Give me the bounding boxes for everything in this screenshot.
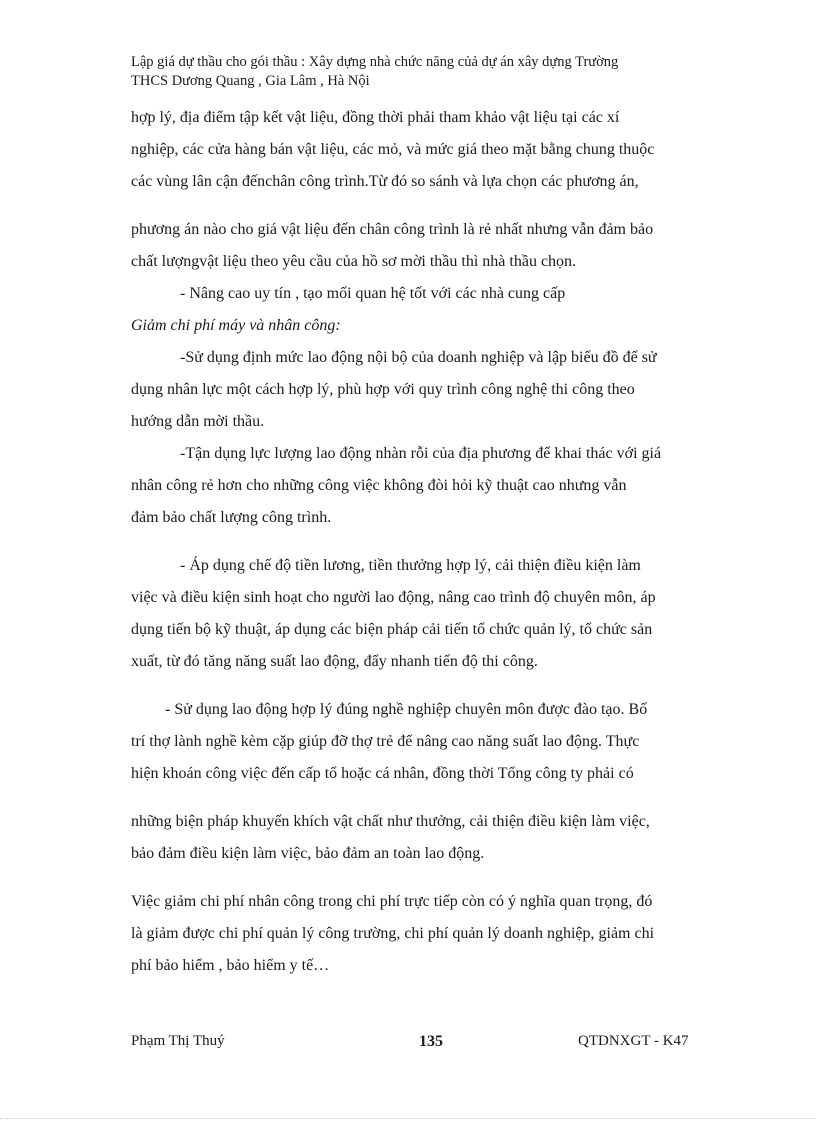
body-line: hướng dẫn mời thầu. (131, 413, 265, 430)
body-line: bảo đảm điều kiện làm việc, bảo đảm an toàn lao động. (131, 845, 485, 862)
body-line: nghiệp, các cửa hàng bán vật liệu, các mỏ, và mức giá theo mặt bằng chung thuộc (131, 141, 655, 158)
body-line: hiện khoán công việc đến cấp tổ hoặc cá nhân, đồng thời Tổng công ty phải có (131, 765, 634, 782)
footer-class-code: QTDNXGT - K47 (578, 1033, 689, 1049)
running-header (131, 53, 691, 91)
body-line: -Tận dụng lực lượng lao động nhàn rỗi của địa phương để khai thác với giá (180, 445, 662, 462)
body-line: -Sử dụng định mức lao động nội bộ của doanh nghiệp và lập biểu đồ để sử (180, 349, 657, 366)
body-line: - Áp dụng chế độ tiền lương, tiền thưởng hợp lý, cải thiện điều kiện làm (180, 557, 641, 574)
body-line: phương án nào cho giá vật liệu đến chân công trình là rẻ nhất nhưng vẫn đảm bảo (131, 221, 654, 238)
footer-author: Phạm Thị Thuý (131, 1033, 225, 1049)
body-line: dụng tiến bộ kỹ thuật, áp dụng các biện pháp cải tiến tổ chức quản lý, tổ chức sản (131, 621, 653, 638)
body-line: dụng nhân lực một cách hợp lý, phù hợp với quy trình công nghệ thi công theo (131, 381, 635, 398)
body-line: phí bảo hiểm , bảo hiểm y tế… (131, 957, 330, 974)
body-line: nhân công rẻ hơn cho những công việc không đòi hỏi kỹ thuật cao nhưng vẫn (131, 477, 627, 494)
body-line: là giảm được chi phí quản lý công trường, chi phí quản lý doanh nghiệp, giảm chi (131, 925, 655, 942)
body-line: - Nâng cao uy tín , tạo mối quan hệ tốt với các nhà cung cấp (180, 285, 566, 302)
body-line: chất lượngvật liệu theo yêu cầu của hồ sơ mời thầu thì nhà thầu chọn. (131, 253, 577, 270)
page-number: 135 (419, 1033, 443, 1050)
body-line: trí thợ lành nghề kèm cặp giúp đỡ thợ trẻ để nâng cao năng suất lao động. Thực (131, 733, 640, 750)
body-line: Việc giảm chi phí nhân công trong chi phí trực tiếp còn có ý nghĩa quan trọng, đó (131, 893, 653, 910)
body-line: việc và điều kiện sinh hoạt cho người lao động, nâng cao trình độ chuyên môn, áp (131, 589, 656, 606)
header-line-1: Lập giá dự thầu cho gói thầu : Xây dựng nhà chức năng củả dự án xây dựng Trường (131, 54, 619, 70)
body-line: những biện pháp khuyến khích vật chất như thưởng, cải thiện điều kiện làm việc, (131, 813, 650, 830)
body-line: các vùng lân cận đếnchân công trình.Từ đó so sánh và lựa chọn các phương án, (131, 173, 639, 190)
header-line-2: THCS Dương Quang , Gia Lâm , Hà Nội (131, 73, 370, 89)
section-heading: Giảm chi phí máy và nhân công: (131, 317, 341, 334)
bottom-divider (0, 1118, 816, 1119)
body-line: đảm bảo chất lượng công trình. (131, 509, 332, 526)
body-line: xuất, từ đó tăng năng suất lao động, đẩy nhanh tiến độ thi công. (131, 653, 538, 670)
body-line: hợp lý, địa điểm tập kết vật liệu, đồng thời phải tham khảo vật liệu tại các xí (131, 109, 620, 126)
body-line: - Sử dụng lao động hợp lý đúng nghề nghiệp chuyên môn được đào tạo. Bố (165, 701, 648, 718)
